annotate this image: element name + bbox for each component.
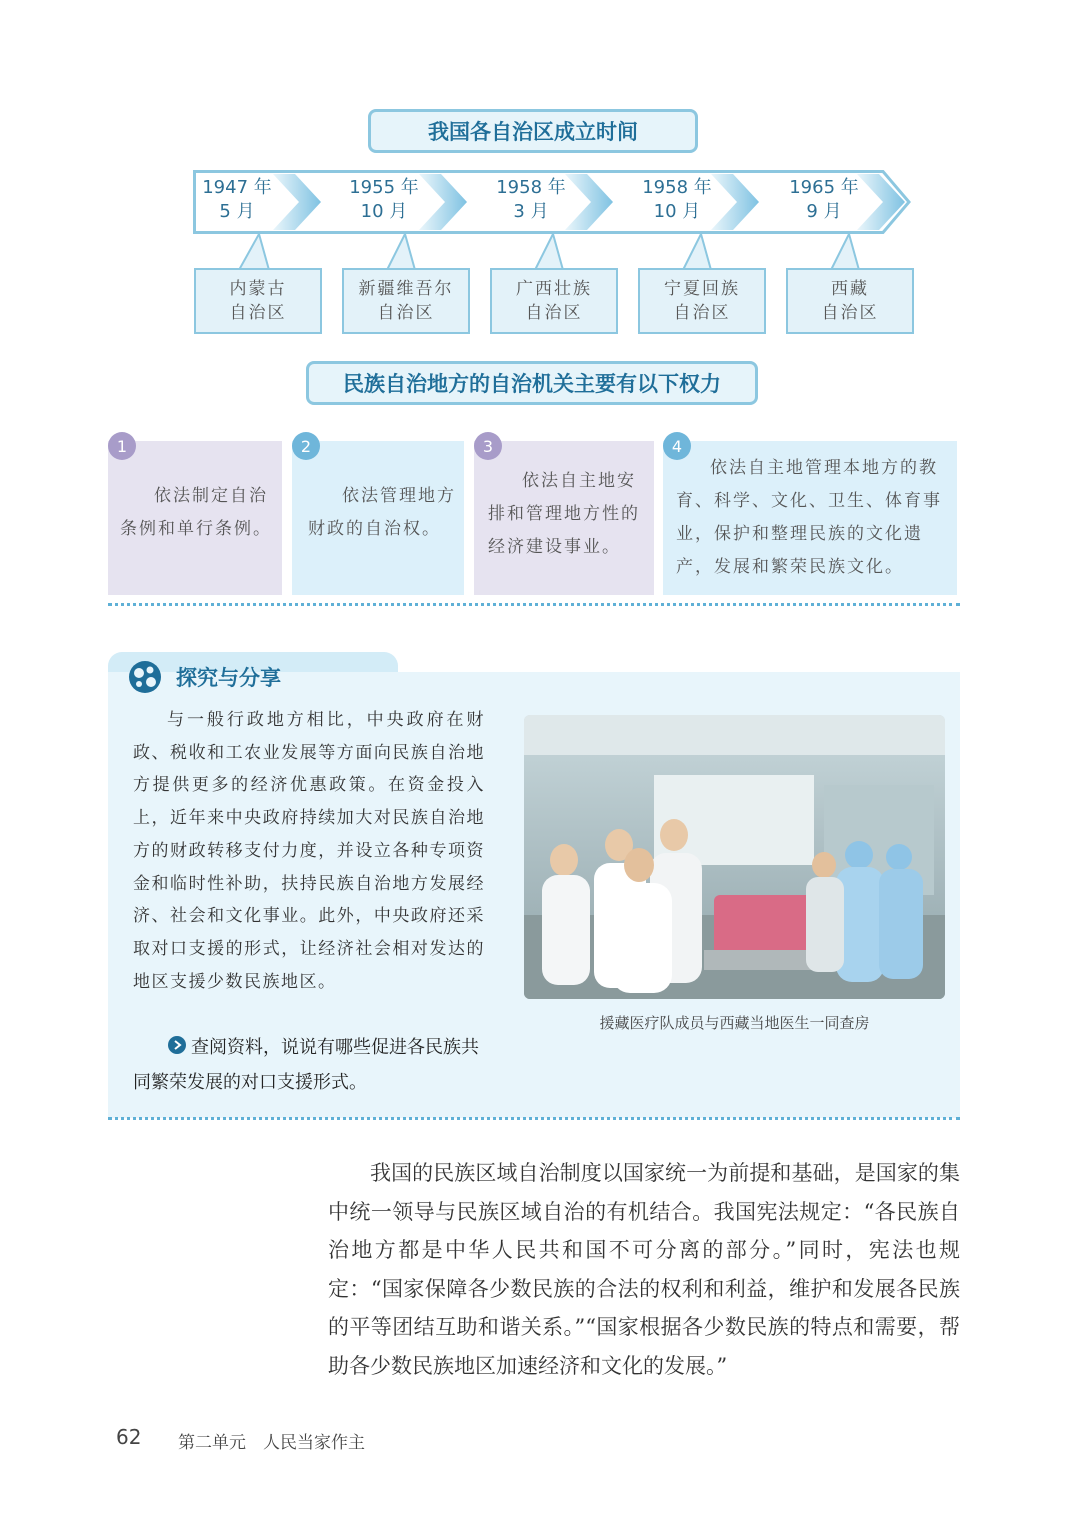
timeline-year: 1965 年 <box>789 177 859 198</box>
hospital-ward-illustration <box>524 715 945 999</box>
power-text-3: 依法自主地安排和管理地方性的经济建设事业。 <box>488 471 640 557</box>
region-box-inner-mongolia <box>194 268 322 334</box>
region-name: 广西壮族 <box>516 279 592 299</box>
explore-paragraph: 与一般行政地方相比，中央政府在财政、税收和工农业发展等方面向民族自治地方提供更多的经济优惠政策。在资金投入上，近年来中央政府持续加大对民族自治地方的财政转移支付力度，并设立各种专项资金和临时性补助，扶持民族自治地方发展经济、社会和文化事业。此外，中央政府还采取对口支援的形式，让经济社会相对发达的地区支援少数民族地区。 <box>133 710 485 992</box>
powers-title <box>306 361 758 405</box>
timeline-date-2 <box>329 176 439 224</box>
timeline-title-text: 我国各自治区成立时间 <box>428 120 638 144</box>
section-divider <box>108 1117 960 1120</box>
region-suffix: 自治区 <box>525 303 583 323</box>
explore-heading: 探究与分享 <box>176 666 281 690</box>
timeline-connectors <box>193 232 933 272</box>
region-box-guangxi <box>490 268 618 334</box>
timeline-month: 3 月 <box>513 201 549 222</box>
medical-team-photo <box>524 715 945 999</box>
power-text-4: 依法自主地管理本地方的教育、科学、文化、卫生、体育事业，保护和整理民族的文化遗产，发展和繁荣民族文化。 <box>676 458 942 577</box>
timeline-month: 9 月 <box>806 201 842 222</box>
explore-task <box>133 1030 493 1100</box>
unit-title: 第二单元 人民当家作主 <box>178 1433 365 1453</box>
power-text-1: 依法制定自治条例和单行条例。 <box>120 486 272 539</box>
timeline-title <box>368 109 698 153</box>
power-number: 2 <box>300 436 312 456</box>
region-box-xinjiang <box>342 268 470 334</box>
page-number: 62 <box>116 1425 142 1449</box>
timeline-month: 10 月 <box>360 201 408 222</box>
timeline-date-4 <box>622 176 732 224</box>
timeline-month: 10 月 <box>653 201 701 222</box>
photo-caption: 援藏医疗队成员与西藏当地医生一同查房 <box>599 1014 870 1032</box>
section-divider <box>108 603 960 606</box>
explore-body-text <box>133 704 485 998</box>
main-paragraph: 我国的民族区域自治制度以国家统一为前提和基础，是国家的集中统一领导与民族区域自治的有机结合。我国宪法规定：“各民族自治地方都是中华人民共和国不可分离的部分。”同时，宪法也规定：“国家保障各少数民族的合法的权利和利益，维护和发展各民族的平等团结互助和谐关系。”“国家根据各少数民族的特点和需要，帮助各少数民族地区加速经济和文化的发展。” <box>328 1161 960 1378</box>
power-number-badge <box>292 432 320 460</box>
region-name: 宁夏回族 <box>664 279 740 299</box>
timeline-date-5 <box>769 176 879 224</box>
region-suffix: 自治区 <box>229 303 287 323</box>
region-name: 新疆维吾尔 <box>358 279 454 299</box>
timeline-date-3 <box>476 176 586 224</box>
main-body-text <box>328 1154 960 1385</box>
power-number: 4 <box>671 436 683 456</box>
power-text-2: 依法管理地方财政的自治权。 <box>308 486 456 539</box>
power-number: 3 <box>482 436 494 456</box>
region-box-tibet <box>786 268 914 334</box>
timeline-month: 5 月 <box>219 201 255 222</box>
region-suffix: 自治区 <box>673 303 731 323</box>
timeline-date-1 <box>182 176 292 224</box>
region-suffix: 自治区 <box>821 303 879 323</box>
timeline-year: 1955 年 <box>349 177 419 198</box>
power-number: 1 <box>116 436 128 456</box>
region-box-ningxia <box>638 268 766 334</box>
powers-title-text: 民族自治地方的自治机关主要有以下权力 <box>343 372 721 396</box>
power-number-badge <box>474 432 502 460</box>
power-number-badge <box>108 432 136 460</box>
timeline-year: 1958 年 <box>496 177 566 198</box>
region-name: 西藏 <box>831 279 869 299</box>
molecule-icon <box>126 658 164 696</box>
region-suffix: 自治区 <box>377 303 435 323</box>
region-name: 内蒙古 <box>229 279 287 299</box>
explore-task-text: 查阅资料，说说有哪些促进各民族共同繁荣发展的对口支援形式。 <box>133 1037 479 1093</box>
timeline-year: 1958 年 <box>642 177 712 198</box>
timeline-year: 1947 年 <box>202 177 272 198</box>
